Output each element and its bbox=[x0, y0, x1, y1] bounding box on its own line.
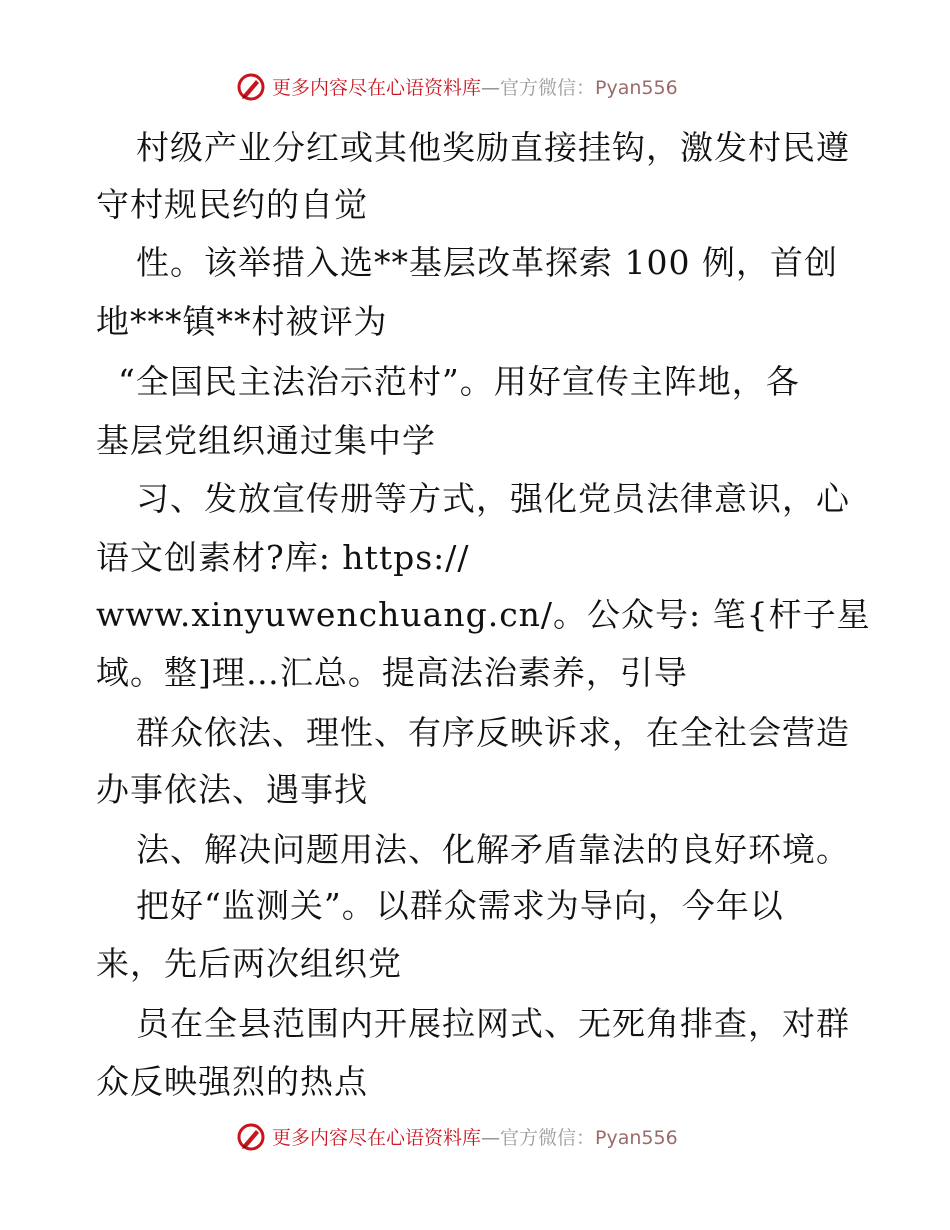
footer-dash: — bbox=[481, 1127, 501, 1149]
text-line: 习、发放宣传册等方式，强化党员法律意识，心 bbox=[136, 479, 850, 518]
text-line: 法、解决问题用法、化解矛盾靠法的良好环境。 bbox=[136, 830, 850, 869]
text-line: 域。整]理…汇总。提高法治素养，引导 bbox=[96, 653, 688, 692]
footer-wechat-label: 官方微信： bbox=[500, 1127, 596, 1149]
pen-logo-icon bbox=[236, 1122, 266, 1152]
text-line: www.xinyuwenchuang.cn/。公众号: 笔{杆子星 bbox=[96, 595, 871, 634]
header-site-name: 更多内容尽在心语资料库 bbox=[272, 77, 482, 99]
text-line: 办事依法、遇事找 bbox=[96, 770, 368, 809]
text-line: 群众依法、理性、有序反映诉求，在全社会营造 bbox=[136, 713, 850, 752]
footer-watermark bbox=[0, 1120, 950, 1160]
text-line: 语文创素材?库: https:// bbox=[96, 538, 470, 577]
text-line: 来，先后两次组织党 bbox=[96, 944, 402, 983]
text-line: 众反映强烈的热点 bbox=[96, 1062, 368, 1101]
text-line: 守村规民约的自觉 bbox=[96, 185, 368, 224]
text-line: 把好“监测关”。以群众需求为导向，今年以 bbox=[136, 886, 784, 925]
header-wechat-label: 官方微信： bbox=[500, 77, 596, 99]
footer-wechat-id: Pyan556 bbox=[595, 1127, 678, 1149]
text-line: 地***镇**村被评为 bbox=[96, 302, 388, 341]
footer-site-name: 更多内容尽在心语资料库 bbox=[272, 1127, 482, 1149]
header-dash: — bbox=[481, 77, 501, 99]
header-wechat-id: Pyan556 bbox=[595, 77, 678, 99]
footer-text bbox=[272, 1126, 678, 1150]
text-line: 基层党组织通过集中学 bbox=[96, 421, 436, 460]
text-line: 员在全县范围内开展拉网式、无死角排查，对群 bbox=[136, 1004, 850, 1043]
text-line: “全国民主法治示范村”。用好宣传主阵地，各 bbox=[118, 362, 800, 401]
text-line: 村级产业分红或其他奖励直接挂钩，激发村民遵 bbox=[136, 128, 850, 167]
text-line: 性。该举措入选**基层改革探索 100 例，首创 bbox=[136, 243, 838, 282]
